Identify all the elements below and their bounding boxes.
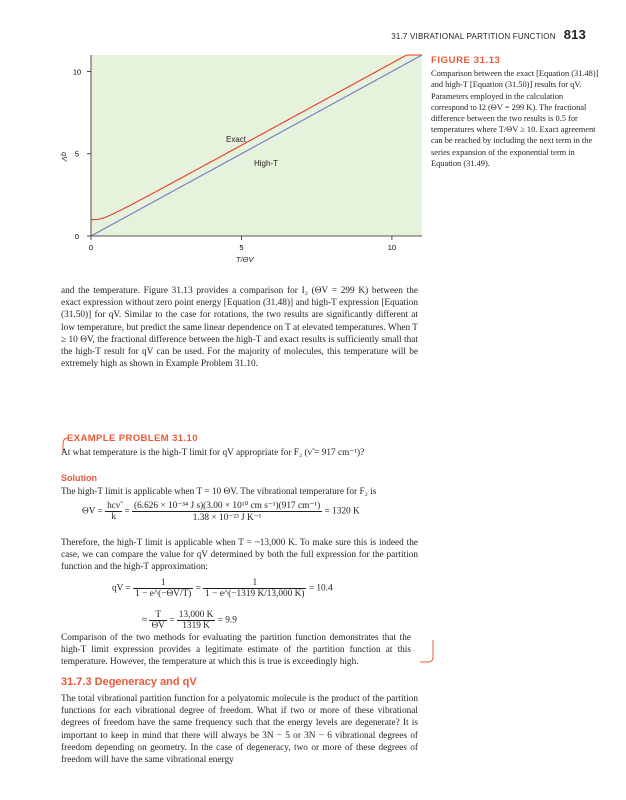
solution-paragraph-1: The high-T limit is applicable when T = 10 ΘV. The vibrational temperature for F₂ is	[61, 487, 377, 497]
paragraph-intro: and the temperature. Figure 31.13 provides a comparison for I₂ (ΘV = 299 K) between the exact expression without zero point energy [Equation (31.48)] and high-T expression [Equation (31.50)] for qV. Similar to the case for rotations, the two results are significantly different at low temperature, but predict the same linear dependence on T at elevated temperatures. When T ≥ 10 ΘV, the fractional difference between the high-T and exact results is sufficiently small that the high-T result for qV can be used. For the majority of molecules, this temperature will be extremely high as shown in Example Problem 31.10.	[61, 286, 418, 370]
example-label: EXAMPLE PROBLEM 31.10	[67, 433, 198, 444]
y-tick-label: 5	[74, 149, 80, 159]
eq3-frac1: $\frac{T}{\Theta V}$	[151, 610, 165, 631]
eq3-frac2: $\frac{13,000 K}{1319 K}$	[178, 610, 214, 631]
eq1-result: = 1320 K	[324, 506, 360, 517]
y-tick-label: 10	[72, 67, 82, 77]
eq1-lhs: ΘV =	[82, 506, 103, 517]
solution-paragraph-3: Comparison of the two methods for evaluating the partition function demonstrates that the high-T limit expression provides a legitimate estimate of the partition function at this temperature. However, the temperature at which this is true is exceedingly high.	[61, 633, 411, 668]
equation-qv-exact: qV = $\frac{1}{1 - e\^{}(-\Theta V/T)}$ = $\frac{1}{1 - e\^{}(-1319 K/13,000 K)}$ = 10.4	[112, 578, 333, 599]
label-exact: Exact	[226, 135, 247, 144]
eq3-lhs: ≈	[142, 615, 148, 626]
eq2-frac2: $\frac{1}{1 - e\^{}(-1319 K/13,000 K)}$	[205, 578, 305, 599]
section-title: 31.7.3 Degeneracy and qV	[61, 676, 197, 688]
x-axis-label: T/ΘV	[236, 255, 254, 264]
example-question: At what temperature is the high-T limit for qV appropriate for F₂ (ν̃ = 917 cm⁻¹)?	[61, 448, 365, 458]
eq2-lhs: qV =	[112, 583, 131, 594]
eq2-frac1: $\frac{1}{1 - e\^{}(-\Theta V/T)}$	[135, 578, 192, 599]
solution-label: Solution	[61, 473, 97, 483]
equation-theta-v: ΘV = $\frac{\text{hcν̃}}{k}$ = $\frac{\text{(6.626 × 10⁻³⁴ J s)(3.00 × 10¹⁰ cm s⁻¹)(917 cm⁻¹)}}{\text{1.38 × 10⁻²³ J K⁻¹}}$ = 1320 K	[82, 501, 360, 523]
eq1-frac2: $\frac{\text{(6.626 × 10⁻³⁴ J s)(3.00 × 10¹⁰ cm s⁻¹)(917 cm⁻¹)}}{\text{1.38 × 10⁻²³ J K⁻¹}}$	[134, 501, 321, 523]
eq3-result: = 9.9	[217, 615, 237, 626]
x-tick-label: 0	[88, 243, 94, 252]
figure-caption: Comparison between the exact [Equation (31.48)] and high-T [Equation (31.50)] results for qV. Parameters employed in the calculation correspond to I2 (ΘV = 299 K). The fractional difference between the two results is 0.5 for temperatures where T/ΘV ≥ 10. Exact agreement can be reached by including the next term in the series expansion of the exponential term in Equation (31.49).	[431, 69, 599, 168]
solution-paragraph-2: Therefore, the high-T limit is applicable when T = ~13,000 K. To make sure this is indeed the case, we can compare the value for qV determined by both the full expression for the partition function and the high-T approximation:	[61, 538, 418, 573]
equation-qv-high-t: ≈ $\frac{T}{\Theta V}$ = $\frac{13,000 K}{1319 K}$ = 9.9	[142, 610, 237, 631]
y-tick-label: 0	[74, 232, 80, 241]
eq2-result: = 10.4	[308, 583, 333, 594]
page-number: 813	[563, 27, 586, 42]
paragraph-degeneracy: The total vibrational partition function for a polyatomic molecule is the product of the partition functions for each vibrational degree of freedom. What if two or more of these vibrational degrees of freedom have the same frequency such that the energy levels are degenerate? It is important to keep in mind that there will always be 3N − 5 or 3N − 6 vibrational degrees of freedom depending on geometry. In the case of degeneracy, two or more of these degrees of freedom will have the same vibrational energy	[61, 694, 418, 766]
eq1-frac1: $\frac{\text{hcν̃}}{k}$	[107, 501, 121, 522]
x-tick-label: 10	[387, 243, 397, 252]
y-axis-label: qV	[60, 152, 69, 162]
running-title: 31.7 VIBRATIONAL PARTITION FUNCTION	[391, 32, 556, 41]
label-high-t: High-T	[254, 159, 279, 168]
x-tick-label: 5	[239, 243, 244, 252]
figure-label: FIGURE 31.13	[431, 55, 501, 66]
